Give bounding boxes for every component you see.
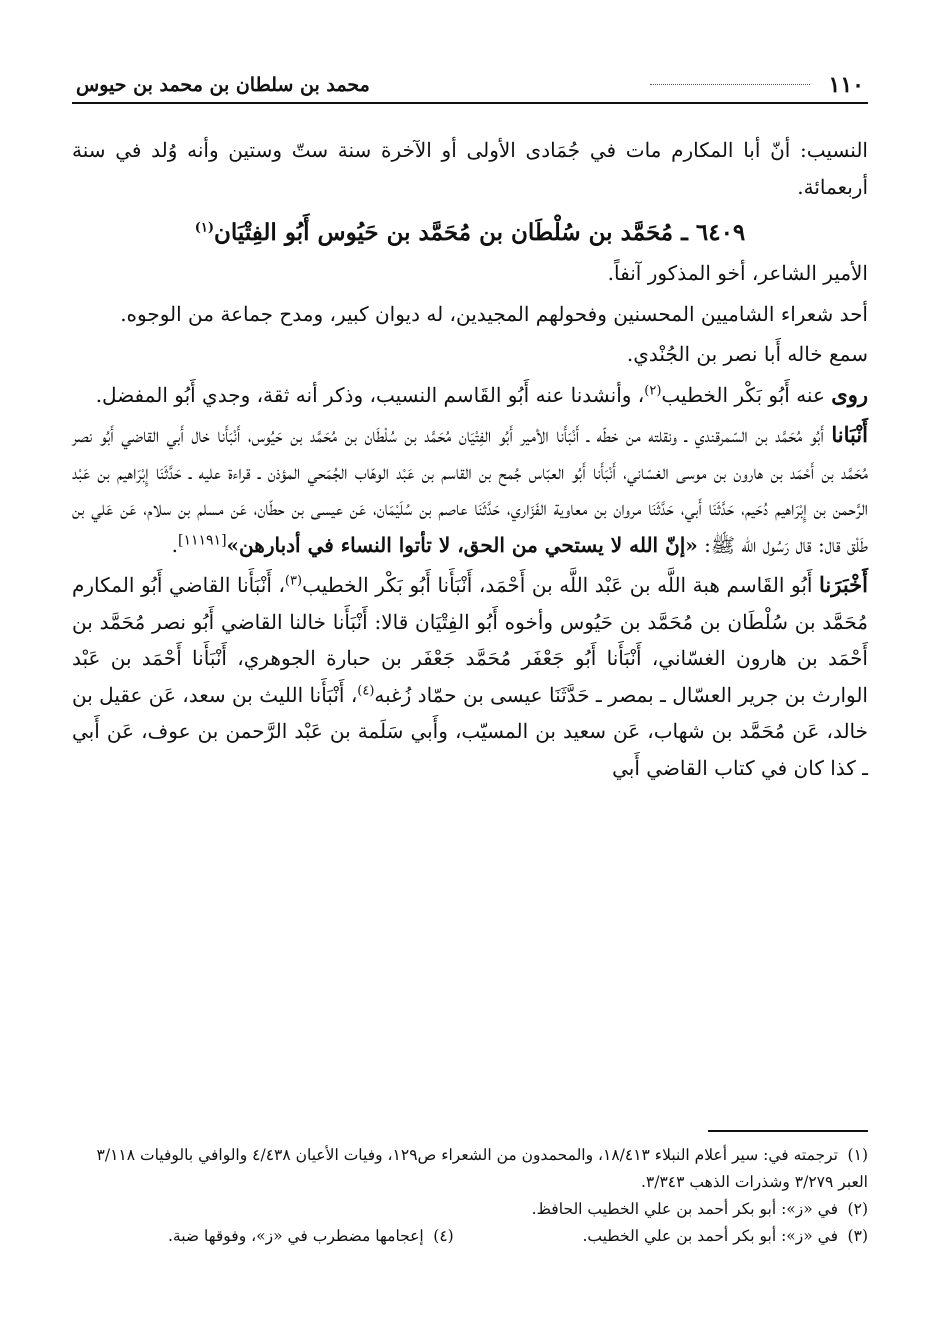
footnote-1-number: (١) xyxy=(847,1146,868,1164)
paragraph-7-lead: أَخْبَرَنا xyxy=(819,572,868,597)
paragraph-3 xyxy=(72,296,868,333)
footnote-3-number: (٣) xyxy=(847,1227,868,1245)
paragraph-7-text-a: أَبُو القَاسم هبة اللَّه بن عَبْد اللَّه بن أَحْمَد، أَنْبَأَنا أَبُو بَكْر الخطيب xyxy=(302,573,819,597)
entry-heading xyxy=(72,215,868,251)
book-page xyxy=(72,62,868,1302)
footnote-marker-2: (٢) xyxy=(644,382,662,398)
paragraph-7-text-c: ، أَنْبَأَنا الليث بن سعد، عَن عقيل بن خالد، عَن مُحَمَّد بن شهاب، عَن سعيد بن المسيّب، وأَبي سَلَمة بن عَبْد الرَّحمن بن عوف، عَن أَبي ـ كذا كان في كتاب القاضي أَبي xyxy=(72,682,868,780)
paragraph-1-text: النسيب: أنّ أبا المكارم مات في جُمَادى الأولى أو الآخرة سنة ستّ وستين وأنه وُلد في سنة أربعمائة. xyxy=(72,138,868,199)
paragraph-4 xyxy=(72,336,868,373)
paragraph-7-text-b: ، أَنْبَأَنا القاضي أَبُو المكارم مُحَمَّد بن سُلْطَان بن مُحَمَّد بن حَيُوس وأخوه أَبُو الفِتْيَان قالا: أَنْبَأَنا خالنا القاضي أَبُو نصر مُحَمَّد بن أَحْمَد بن هارون الغسّاني، أَنْبَأَنا أَبُو جَعْفَر مُحَمَّد جَعْفَر بن حبارة الجوهري، أَنْبَأَنا أَحْمَد بن عَبْد الوارث بن جرير العسّال ـ بمصر ـ حَدَّثَنَا عيسى بن حمّاد زُغبه xyxy=(72,573,868,707)
footnote-marker-1: (١) xyxy=(194,220,214,236)
footnote-row-3-4 xyxy=(168,1223,868,1250)
footnote-2-text: في «ز»: أبو بكر أحمد بن علي الخطيب الحافظ. xyxy=(531,1200,838,1218)
main-text xyxy=(72,132,868,786)
paragraph-5-text-b: ، وأنشدنا عنه أَبُو القَاسم النسيب، وذكر أنه ثقة، وجدي أَبُو المفضل. xyxy=(95,382,645,407)
paragraph-5-text-a: عنه أَبُو بَكْر الخطيب xyxy=(661,382,832,407)
footnote-2-number: (٢) xyxy=(847,1200,868,1218)
footnotes xyxy=(72,1142,868,1250)
hadith-reference-number: [١١١٩١] xyxy=(178,531,227,548)
footnote-marker-3: (٣) xyxy=(284,573,303,589)
footnote-4-number: (٤) xyxy=(433,1227,454,1245)
hadith-text: «إنّ الله لا يستحي من الحق، لا تأتوا النساء في أدبارهن» xyxy=(226,532,698,557)
paragraph-1 xyxy=(72,132,868,205)
paragraph-4-text: سمع خاله أَبا نصر بن الجُنْدي. xyxy=(626,342,868,366)
paragraph-5-lead: روى xyxy=(831,381,868,407)
footnote-2 xyxy=(72,1196,868,1223)
paragraph-2 xyxy=(72,255,868,292)
header-dotted-line xyxy=(650,84,810,85)
entry-heading-text: ٦٤٠٩ ـ مُحَمَّد بن سُلْطَان بن مُحَمَّد بن حَيُوس أَبُو الفِتْيَان xyxy=(214,219,746,246)
footnote-4-text: إعجامها مضطرب في «ز»، وفوقها ضبة. xyxy=(168,1227,424,1245)
running-header xyxy=(72,62,868,104)
footnote-4 xyxy=(168,1223,454,1250)
paragraph-3-text: أحد شعراء الشاميين المحسنين وفحولهم المجيدين، له ديوان كبير، ومدح جماعة من الوجوه. xyxy=(120,301,868,326)
footnote-marker-4: (٤) xyxy=(357,682,375,698)
running-title: محمد بن سلطان بن محمد بن حيوس xyxy=(76,74,370,96)
paragraph-2-text: الأمير الشاعر، أخو المذكور آنفاً. xyxy=(607,261,868,285)
footnote-3-text: في «ز»: أبو بكر أحمد بن علي الخطيب. xyxy=(582,1227,838,1245)
paragraph-6-lead: أَنْبَانا xyxy=(831,422,868,447)
footnote-1-text: ترجمته في: سير أعلام النبلاء ١٨/٤١٣، والمحمدون من الشعراء ص١٢٩، وفيات الأعيان ٤/٤٣٨ والوافي بالوفيات ٣/١١٨ العبر ٣/٢٧٩ وشذرات الذهب ٣/٣٤٣. xyxy=(96,1146,868,1191)
paragraph-6-end: . xyxy=(171,532,178,557)
paragraph-7 xyxy=(72,567,868,786)
footnote-3 xyxy=(582,1223,868,1250)
paragraph-6 xyxy=(72,417,868,563)
footnote-separator xyxy=(708,1130,868,1132)
page-number: ١١٠ xyxy=(828,72,864,98)
paragraph-6-text: أَبُو مُحَمَّد بن السّمرقندي ـ ونقلته من خطّه ـ أَنْبَأَنا الأمير أَبُو الفِتْيَان مُحَمَّد بن سُلْطَان بن مُحَمَّد بن حَيُوس، أَنْبَأَنا خال أَبي القاضي أَبُو نصر مُحَمَّد بن أَحْمَد بن هارون بن موسى الغسّاني، أَنْبَأَنا أَبُو العبّاس جُمح بن القاسم بن عَبْد الوهّاب الجُمَحي المؤذن ـ قراءة عليه ـ حَدَّثَنَا إِبْرَاهيم بن عَبْد الرَّحمن بن إِبْرَاهيم دُحَيم، حَدَّثَنَا أَبي، حَدَّثَنَا مروان بن معاوية الفَزَاري، حَدَّثَنَا عاصم بن سُلَيْمَان، عَن عيسى بن حطّان، عَن مسلم بن سلام، عَن عَلي بن طَلْق قال: قال رَسُول الله ﷺ: xyxy=(72,423,868,557)
paragraph-5 xyxy=(72,377,868,414)
footnote-1 xyxy=(72,1142,868,1196)
